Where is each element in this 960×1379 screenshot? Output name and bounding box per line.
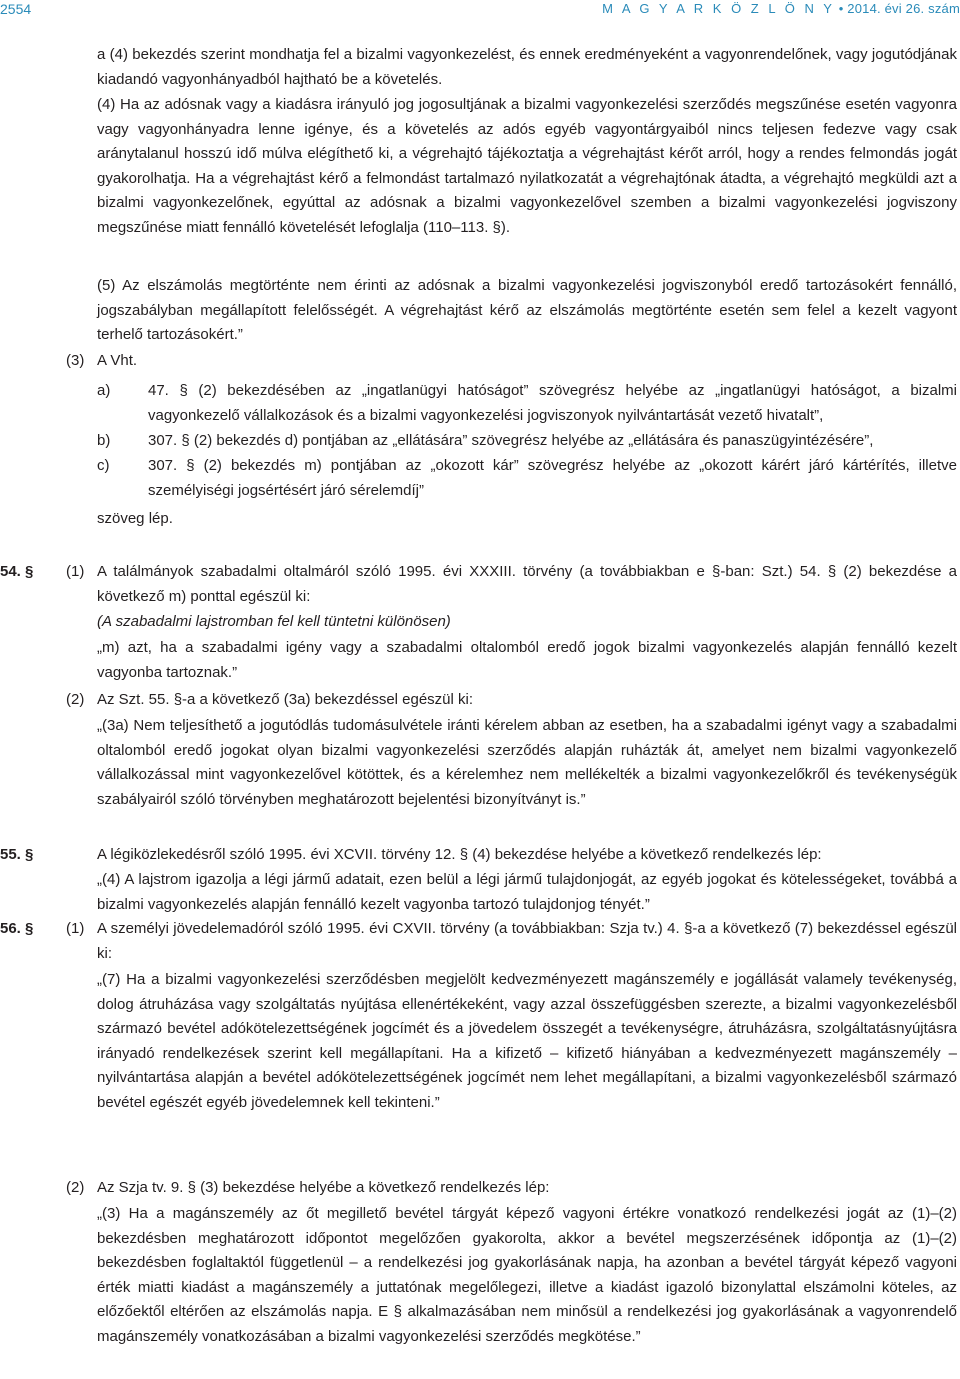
- section-55-heading: 55. §: [0, 846, 34, 863]
- issue-label: 2014. évi 26. szám: [847, 1, 960, 16]
- section-55-para: A légiközlekedésről szóló 1995. évi XCVII. törvény 12. § (4) bekezdése helyébe a következő rendelkezés lép:: [97, 846, 822, 863]
- section-54-label-2: (2): [66, 691, 85, 708]
- point-a-text: 47. § (2) bekezdésében az „ingatlanügyi hatóságot” szövegrész helyébe az „ingatlanügyi hatóságot, a bizalmi vagyonkezelő vállalkozások és a bizalmi vagyonkezelési jogviszonyok nyilvántartását vezető hivatalt”,: [148, 382, 957, 424]
- section-56-label-2: (2): [66, 1179, 85, 1196]
- point-b-text: 307. § (2) bekezdés d) pontjában az „ellátására” szövegrész helyébe az „ellátására és panaszügyintézésére”,: [148, 432, 874, 449]
- section-54-heading: 54. §: [0, 563, 34, 580]
- section-54-point-m: „m) azt, ha a szabadalmi igény vagy a szabadalmi oltalomból eredő jogok bizalmi vagyonkezelés alapján fennálló kezelt vagyonba tartoznak.”: [97, 639, 957, 681]
- paragraph-continuation: a (4) bekezdés szerint mondhatja fel a bizalmi vagyonkezelést, és ennek eredményeként a vagyonrendelőnek, vagy jogutódjának kiadandó vagyonhányadból hajtható be a követelés.: [97, 46, 957, 88]
- section-54-italic-intro: (A szabadalmi lajstromban fel kell tüntetni különösen): [97, 613, 451, 630]
- subsection-label-3: (3): [66, 352, 85, 369]
- point-b-label: b): [97, 432, 111, 449]
- page-header: [0, 0, 960, 20]
- section-56-heading: 56. §: [0, 920, 34, 937]
- paragraph-5: (5) Az elszámolás megtörténte nem érinti az adósnak a bizalmi vagyonkezelési jogviszonyból eredő tartozásokért fennálló, jogszabályban megállapított felelősségét. A végrehajtást kérő az elszámolás megtörténte esetén sem felel a kezelt vagyont terhelő tartozásokért.”: [97, 277, 957, 343]
- point-c-label: c): [97, 457, 110, 474]
- paragraph-4: (4) Ha az adósnak vagy a kiadásra irányuló jog jogosultjának a bizalmi vagyonkezelési szerződés megszűnése esetén vagyonra vagy vagyonhányadra lenne igénye, és a követelés az adós egyéb vagyontárgyaiból nincs teljesen fedezve vagy csak aránytalanul hosszú idő múlva elégíthető ki, a végrehajtó tájékoztatja a végrehajtást kérőt arról, hogy a rendes felmondás jogát gyakorolhatja. Ha a végrehajtást kérő a felmondást tartalmazó nyilatkozatát a végrehajtónak átadta, a végrehajtó megküldi azt a bizalmi vagyonkezelőnek, egyúttal az adósnak a bizalmi vagyonkezelővel szemben a bizalmi vagyonkezelési jogviszony megszűnése miatt fennálló követelését lefoglalja (110–113. §).: [97, 96, 957, 236]
- closing-text: szöveg lép.: [97, 510, 173, 527]
- section-54-para-1: A találmányok szabadalmi oltalmáról szóló 1995. évi XXXIII. törvény (a továbbiakban e §-ban: Szt.) 54. § (2) bekezdése a következő m) ponttal egészül ki:: [97, 563, 957, 605]
- section-56-para-7: „(7) Ha a bizalmi vagyonkezelési szerződésben megjelölt kedvezményezett magánszemély e jogállását valamely tevékenység, dolog átruházása vagy szolgáltatás nyújtása ellenértékeként, vagy azzal összefüggésben szerezte, a bizalmi vagyonkezelésből származó bevétel adókötelezettségének jogcímét és a jövedelem összegét a tevékenységre, átruházásra, szolgáltatásnyújtásra irányadó rendelkezések szerint kell megállapítani. Ha a kifizető – kifizető hiányában a kedvezményezett magánszemély – nyilvántartása alapján a bevétel adókötelezettségének jogcímét nem lehet megállapítani, a bizalmi vagyonkezelésből származó bevétel egészét egyéb jövedelemnek kell tekinteni.”: [97, 971, 957, 1111]
- section-56-para-2: Az Szja tv. 9. § (3) bekezdése helyébe a következő rendelkezés lép:: [97, 1179, 550, 1196]
- section-55-quote: „(4) A lajstrom igazolja a légi jármű adatait, ezen belül a légi jármű tulajdonjogát, az egyéb jogokat és kötelességeket, továbbá a bizalmi vagyonkezelés alapján fennálló kezelt vagyonba tartozó tulajdonjog tényét.”: [97, 871, 957, 913]
- section-56-para-3: „(3) Ha a magánszemély az őt megillető bevétel tárgyát képező vagyoni értékre vonatkozó rendelkezési jogát az (1)–(2) bekezdésben meghatározott időpontot megelőzően gyakorolta, akkor a bevétel megszerzésének időpontja az (1)–(2) bekezdésben foglaltaktól függetlenül – a rendelkezési jog gyakorlásának napja, ha azonban a bevétel tárgyát képező vagyoni érték miatti kiadást a magánszemély a juttatónak megelőlegezi, illetve a kiadást igazoló bizonylattal elszámolni köteles, az előzőektől eltérően az elszámolás napja. E § alkalmazásában nem minősül a rendelkezési jog gyakorlásának a vagyonrendelő magánszemély vonatkozásában a bizalmi vagyonkezelési szerződés megkötése.”: [97, 1205, 957, 1345]
- section-54-label-1: (1): [66, 563, 85, 580]
- section-54-para-3a: „(3a) Nem teljesíthető a jogutódlás tudomásulvétele iránti kérelem abban az esetben, ha a szabadalmi igényt vagy a szabadalmi oltalomból eredő jogokat olyan bizalmi vagyonkezelési szerződés alapján ruházták át, amelyet nem bizalmi vagyonkezelő vállalkozással mint vagyonkezelővel kötöttek, és a kérelemhez nem mellékelték a bizalmi vagyonkezelőkről és tevékenységük szabályairól szóló törvényben meghatározott bejelentési bizonyítványt is.”: [97, 717, 957, 808]
- journal-issue-line: [602, 0, 960, 18]
- point-a-label: a): [97, 382, 111, 399]
- section-56-para-1: A személyi jövedelemadóról szóló 1995. évi CXVII. törvény (a továbbiakban: Szja tv.) 4. §-a a következő (7) bekezdéssel egészül ki:: [97, 920, 957, 962]
- header-bullet: •: [838, 1, 844, 16]
- journal-title: M A G Y A R K Ö Z L Ö N Y: [602, 1, 835, 16]
- page-number: 2554: [0, 1, 32, 17]
- subsection-3-text: A Vht.: [97, 352, 138, 369]
- section-54-para-2: Az Szt. 55. §-a a következő (3a) bekezdéssel egészül ki:: [97, 691, 474, 708]
- section-56-label-1: (1): [66, 920, 85, 937]
- point-c-text: 307. § (2) bekezdés m) pontjában az „okozott kár” szövegrész helyébe az „okozott kárért járó kártérítés, illetve személyiségi jogsértésért járó sérelemdíj”: [148, 457, 957, 499]
